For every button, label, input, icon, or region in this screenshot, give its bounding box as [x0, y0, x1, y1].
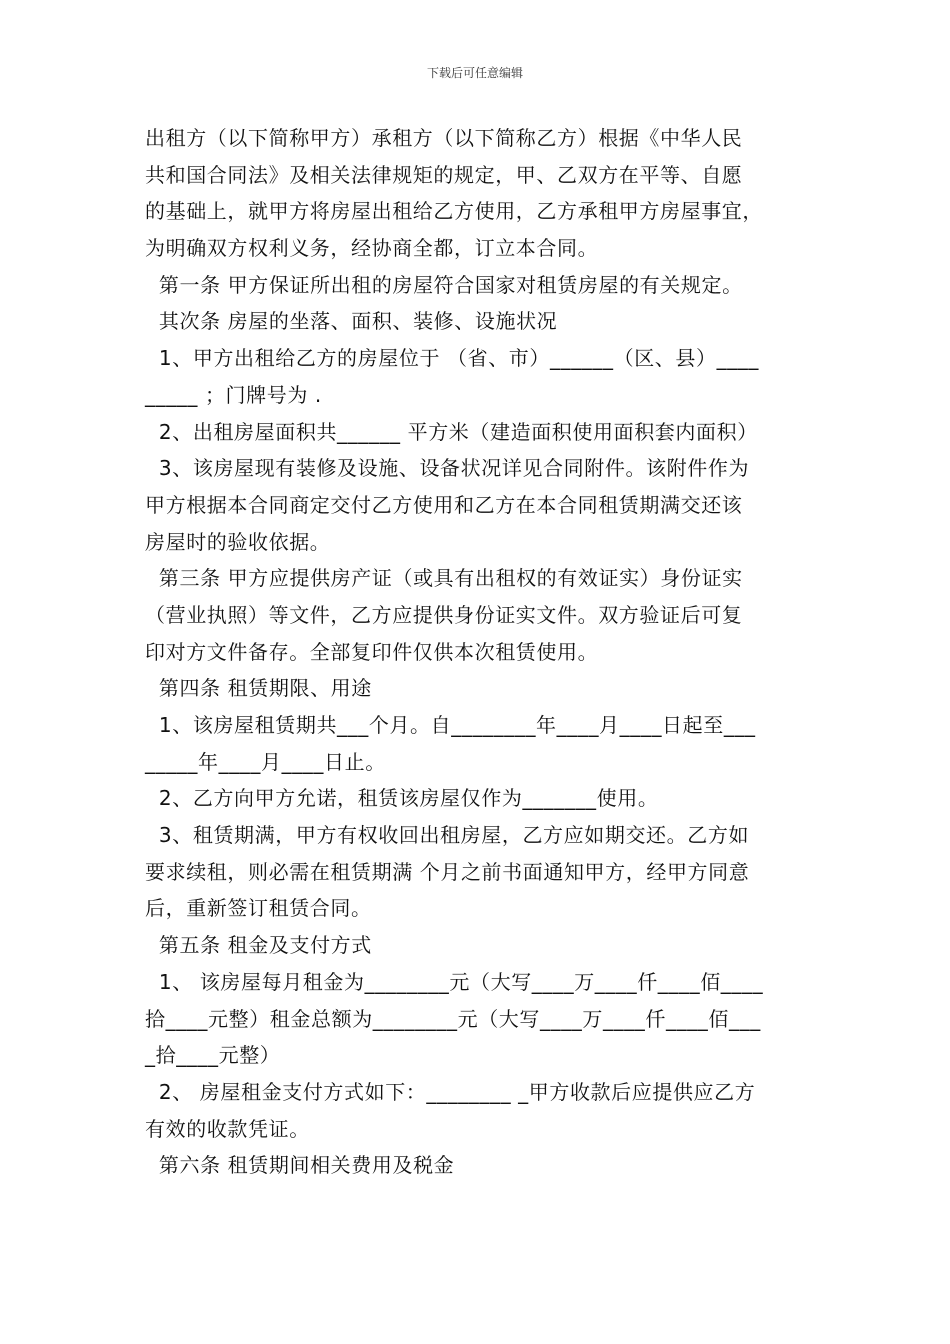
article-1-heading: 第一条 甲方保证所出租的房屋符合国家对租赁房屋的有关规定。	[145, 272, 743, 297]
text-line: 3、租赁期满，甲方有权收回出租房屋，乙方应如期交还。乙方如	[145, 823, 750, 848]
text-line: _____年____月____日止。	[145, 749, 386, 774]
text-line: 房屋时的验收依据。	[145, 529, 331, 554]
text-line: 有效的收款凭证。	[145, 1116, 310, 1141]
text-line: _拾____元整）	[145, 1043, 281, 1068]
text-line: 1、甲方出租给乙方的房屋位于 （省、市）______（区、县）____	[145, 346, 759, 371]
text-line: 共和国合同法》及相关法律规矩的规定，甲、乙双方在平等、自愿	[145, 162, 743, 187]
text-line: 要求续租，则必需在租赁期满 个月之前书面通知甲方，经甲方同意	[145, 859, 750, 884]
text-line: 1、该房屋租赁期共___个月。自________年____月____日起至___	[145, 713, 756, 737]
text-line: 为明确双方权利义务，经协商全都，订立本合同。	[145, 236, 599, 261]
page-header: 下载后可任意编辑	[426, 66, 523, 80]
article-2-heading: 其次条 房屋的坐落、面积、装修、设施状况	[145, 309, 558, 334]
contract-body	[145, 120, 810, 1184]
text-line: 1、 该房屋每月租金为________元（大写____万____仟____佰____	[145, 969, 764, 994]
text-line: （营业执照）等文件，乙方应提供身份证实文件。双方验证后可复	[145, 602, 743, 627]
text-line: 拾____元整）租金总额为________元（大写____万____仟____佰___	[145, 1006, 761, 1031]
text-line: 后，重新签订租赁合同。	[145, 896, 372, 921]
text-line: 2、乙方向甲方允诺，租赁该房屋仅作为_______使用。	[145, 786, 659, 811]
article-3-heading: 第三条 甲方应提供房产证（或具有出租权的有效证实）身份证实	[145, 566, 743, 591]
text-line: 出租方（以下简称甲方）承租方（以下简称乙方）根据《中华人民	[145, 126, 743, 150]
text-line: 甲方根据本合同商定交付乙方使用和乙方在本合同租赁期满交还该	[145, 492, 743, 517]
article-4-heading: 第四条 租赁期限、用途	[145, 676, 372, 701]
article-6-heading: 第六条 租赁期间相关费用及税金	[145, 1153, 455, 1178]
text-line: 3、该房屋现有装修及设施、设备状况详见合同附件。该附件作为	[145, 456, 750, 481]
text-line: 2、出租房屋面积共______ 平方米（建造面积使用面积套内面积）	[145, 419, 758, 444]
article-5-heading: 第五条 租金及支付方式	[145, 933, 372, 958]
text-line: _____ ；门牌号为 .	[145, 382, 322, 407]
text-line: 2、 房屋租金支付方式如下：________ _甲方收款后应提供应乙方	[145, 1079, 756, 1104]
text-line: 的基础上，就甲方将房屋出租给乙方使用，乙方承租甲方房屋事宜，	[145, 199, 763, 224]
text-line: 印对方文件备存。全部复印件仅供本次租赁使用。	[145, 639, 599, 664]
